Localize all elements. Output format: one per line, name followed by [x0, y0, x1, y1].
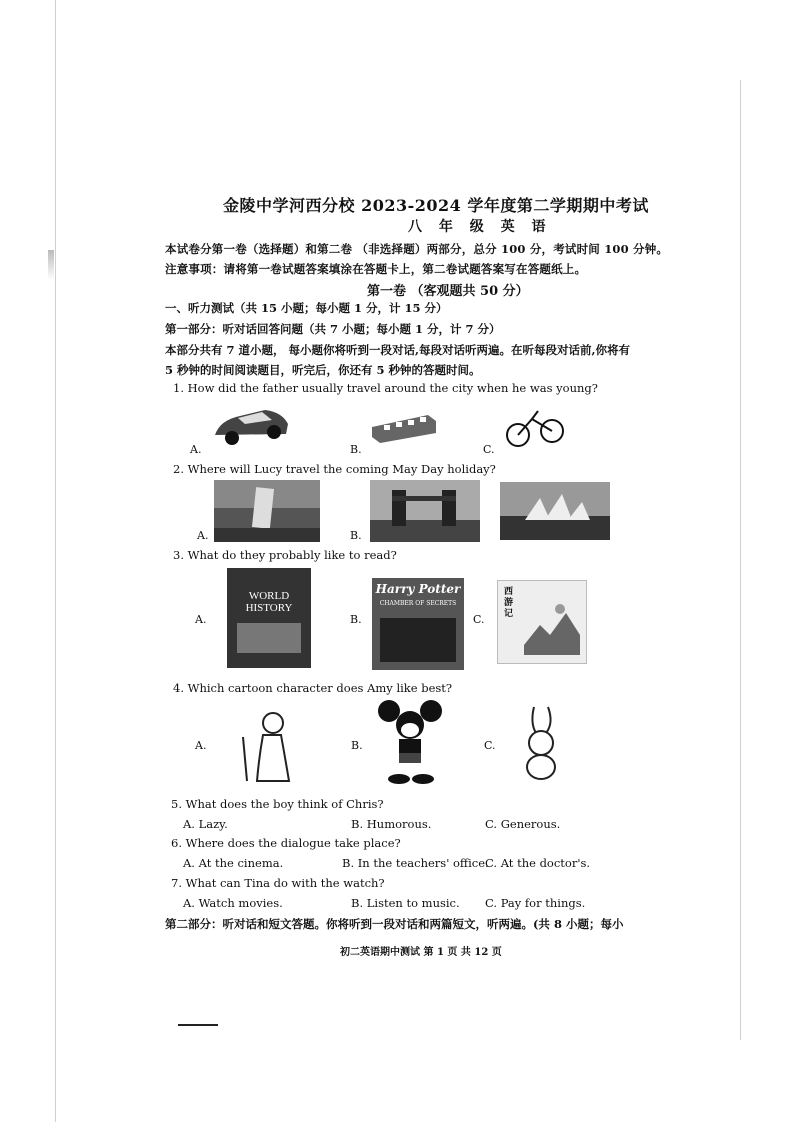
world-history-cover-text: WORLD HISTORY	[245, 590, 293, 614]
q6-choice-b: B. In the teachers' office.	[342, 856, 489, 870]
q4-option-a: A.	[195, 739, 207, 752]
part2-title: 第二部分：听对话和短文答题。你将听到一段对话和两篇短文，听两遍。(共 8 小题；每小	[165, 917, 624, 931]
volume-title: 第一卷 （客观题共 50 分）	[367, 284, 529, 299]
q5-choice-c: C. Generous.	[485, 817, 561, 831]
question-6-text: 6. Where does the dialogue take place?	[171, 836, 401, 850]
scan-stroke-mark	[178, 1024, 218, 1026]
question-5-text: 5. What does the boy think of Chris?	[171, 797, 384, 811]
harry-potter-book-image	[372, 578, 464, 670]
harry-potter-subtitle-text: CHAMBER OF SECRETS	[379, 600, 457, 607]
q7-choice-c: C. Pay for things.	[485, 896, 586, 910]
section-listening: 一、听力测试（共 15 小题；每小题 1 分，计 15 分）	[165, 301, 448, 315]
q4-option-c: C.	[484, 739, 496, 752]
q1-option-b: B.	[350, 443, 362, 456]
mickey-mouse-image	[375, 697, 447, 787]
world-history-book-image	[227, 568, 311, 668]
q1-option-a: A.	[190, 443, 202, 456]
exam-title: 金陵中学河西分校 2023-2024 学年度第二学期期中考试	[223, 196, 649, 215]
train-image	[370, 407, 440, 447]
tower-bridge-image	[370, 480, 480, 542]
q3-option-a: A.	[195, 613, 207, 626]
question-1-text: 1. How did the father usually travel around the city when he was young?	[173, 381, 598, 395]
question-2-text: 2. Where will Lucy travel the coming May Day holiday?	[173, 462, 496, 476]
q2-option-a: A.	[197, 529, 209, 542]
exam-intro: 本试卷分第一卷（选择题）和第二卷 （非选择题）两部分，总分 100 分，考试时间 100 分钟。	[165, 242, 669, 256]
question-4-text: 4. Which cartoon character does Amy like best?	[173, 681, 453, 695]
bicycle-image	[500, 407, 570, 449]
q7-choice-b: B. Listen to music.	[351, 896, 460, 910]
q1-option-c: C.	[483, 443, 495, 456]
exam-notice: 注意事项：请将第一卷试题答案填涂在答题卡上，第二卷试题答案写在答题纸上。	[165, 262, 587, 276]
question-7-text: 7. What can Tina do with the watch?	[171, 876, 385, 890]
rabbit-character-image	[510, 703, 572, 783]
part1-desc-line2: 5 秒钟的时间阅读题目，听完后，你还有 5 秒钟的答题时间。	[165, 363, 481, 377]
q5-choice-b: B. Humorous.	[351, 817, 432, 831]
part1-desc-line1: 本部分共有 7 道小题， 每小题你将听到一段对话,每段对话听两遍。在听每段对话前,你将有	[165, 343, 631, 357]
q5-choice-a: A. Lazy.	[183, 817, 228, 831]
scan-smudge	[48, 250, 54, 280]
q4-option-b: B.	[351, 739, 363, 752]
q6-choice-c: C. At the doctor's.	[485, 856, 591, 870]
chinese-book-image	[497, 580, 587, 664]
part1-title: 第一部分：听对话回答问题（共 7 小题；每小题 1 分，计 7 分）	[165, 322, 501, 336]
harry-potter-title-text: Harry Potter	[375, 582, 461, 596]
page-footer: 初二英语期中测试 第 1 页 共 12 页	[340, 947, 502, 958]
q7-choice-a: A. Watch movies.	[183, 896, 283, 910]
chinese-book-title: 西游记	[504, 587, 514, 619]
q3-option-c: C.	[473, 613, 485, 626]
opera-house-image	[500, 482, 610, 540]
exam-subject: 八 年 级 英 语	[408, 219, 552, 235]
question-3-text: 3. What do they probably like to read?	[173, 548, 397, 562]
scan-right-edge	[740, 80, 741, 1040]
leaning-tower-image	[214, 480, 320, 542]
q3-option-b: B.	[350, 613, 362, 626]
scan-left-edge	[55, 0, 56, 1122]
car-image	[210, 400, 292, 450]
q2-option-b: B.	[350, 529, 362, 542]
q6-choice-a: A. At the cinema.	[183, 856, 284, 870]
elsa-character-image	[237, 707, 299, 783]
